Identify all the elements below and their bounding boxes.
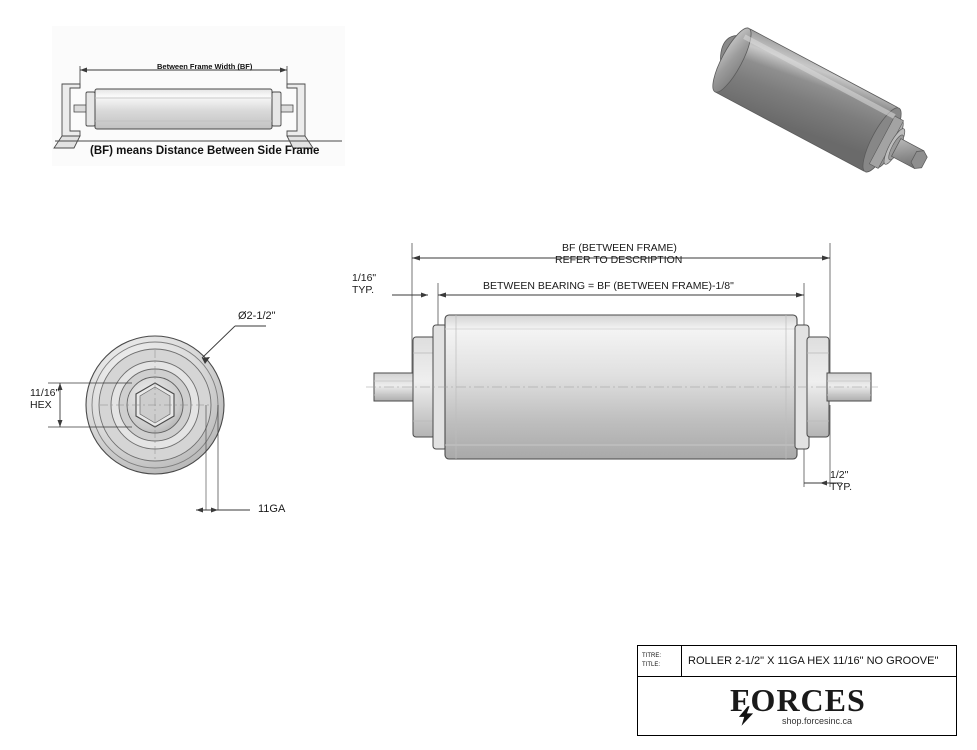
inset-frame-width-figure (52, 26, 345, 166)
isometric-roller-svg (688, 20, 938, 205)
title-label-en: TITLE: (642, 662, 661, 668)
hex-size-label-line2: HEX (30, 399, 52, 411)
bf-label-line2: REFER TO DESCRIPTION (555, 254, 683, 266)
logo-text: FORCES (730, 682, 866, 718)
gauge-label: 11GA (258, 503, 286, 515)
title-label-fr: TITRE: (642, 653, 661, 659)
front-end-view (30, 300, 330, 540)
bf-label-line1: BF (BETWEEN FRAME) (562, 242, 677, 254)
logo-subtext: shop.forcesinc.ca (782, 716, 853, 726)
diameter-label: Ø2-1/2" (238, 310, 276, 322)
right-typ-label-line1: 1/2" (830, 469, 849, 481)
side-view (330, 225, 900, 525)
company-logo (638, 677, 956, 734)
side-view-svg (330, 225, 900, 525)
drawing-title-value: ROLLER 2-1/2" X 11GA HEX 11/16" NO GROOVE" (688, 655, 939, 667)
inset-bf-dimension-label: Between Frame Width (BF) (157, 62, 253, 71)
between-bearing-label: BETWEEN BEARING = BF (BETWEEN FRAME)-1/8" (483, 280, 734, 292)
left-typ-label-line2: TYP. (352, 284, 374, 296)
title-block-label (642, 652, 661, 670)
right-typ-label-line2: TYP. (830, 481, 852, 493)
hex-size-label-line1: 11/16" (30, 387, 60, 399)
title-block-divider (681, 646, 682, 677)
title-block (637, 645, 957, 736)
left-typ-label-line1: 1/16" (352, 272, 377, 284)
inset-caption: (BF) means Distance Between Side Frame (90, 145, 320, 157)
isometric-roller-3d-view (688, 20, 938, 205)
